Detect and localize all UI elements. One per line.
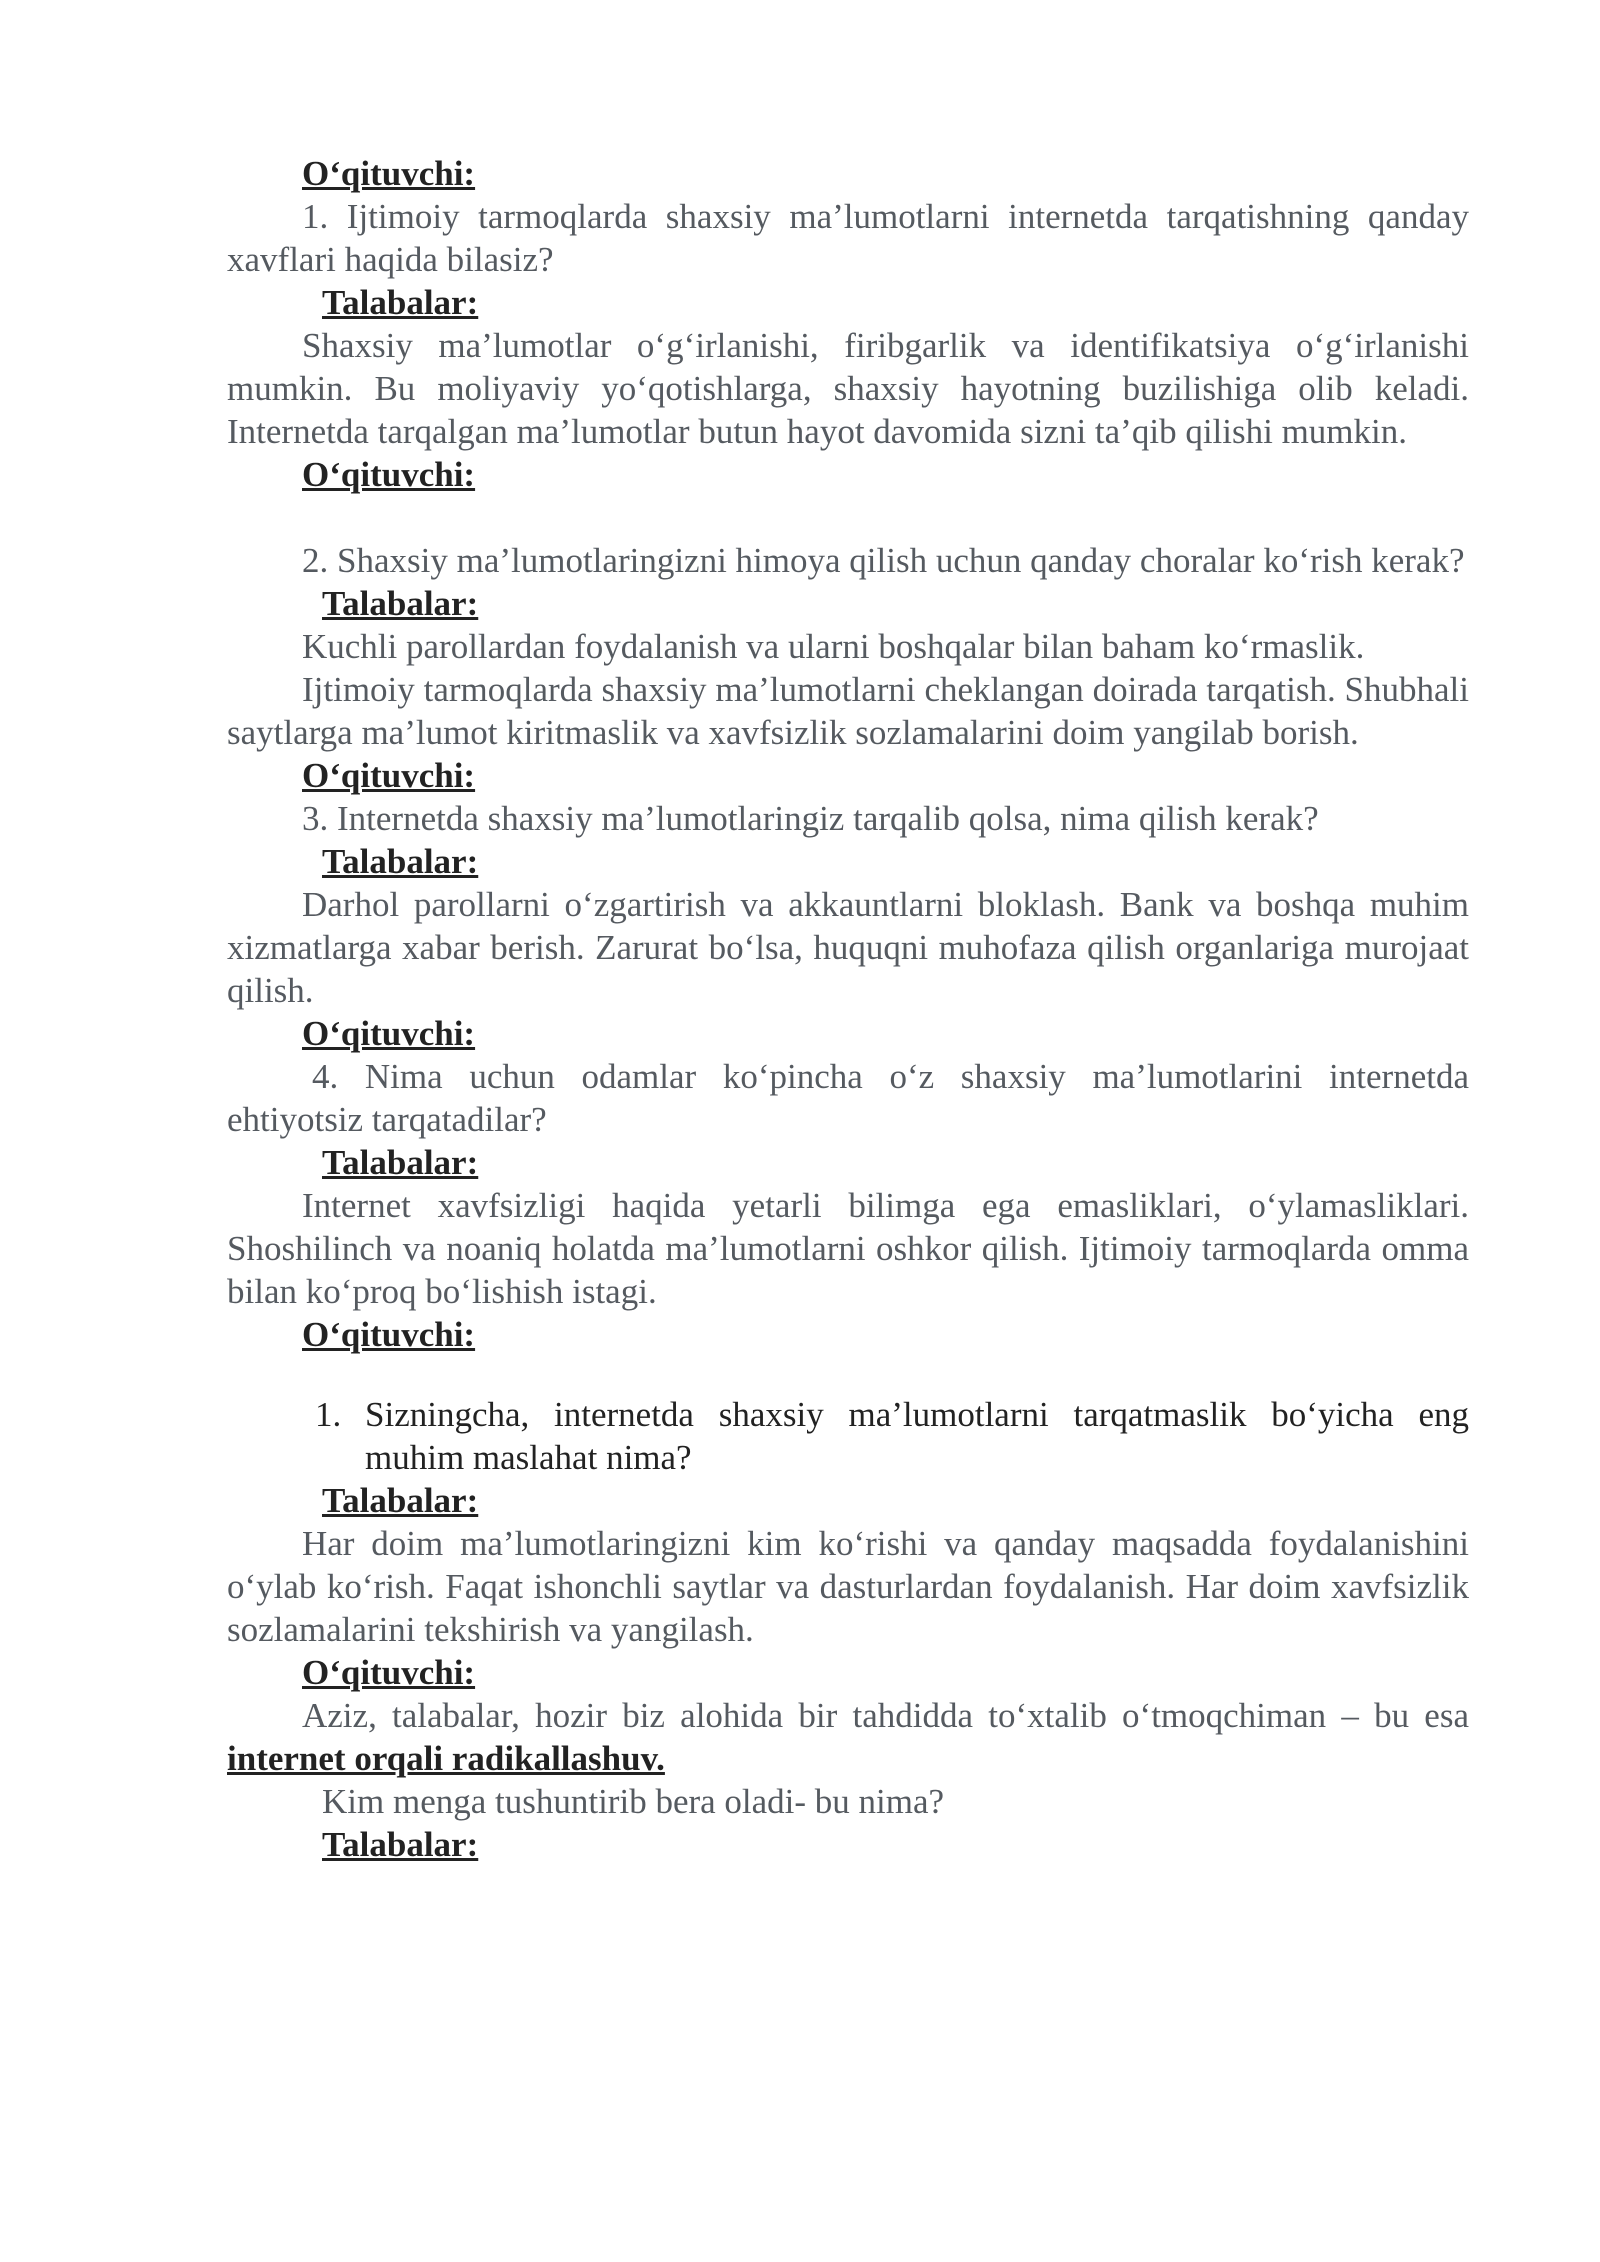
students-heading: Talabalar: [322,283,479,322]
closing-paragraph [227,1694,1469,1780]
answer-2-line-2: Ijtimoiy tarmoqlarda shaxsiy ma’lumotlarni cheklangan doirada tarqatish. Shubhali saytlarga ma’lumot kiritmaslik va xavfsizlik sozlamalarini doim yangilab borish. [227,670,1469,752]
question-2: 2. Shaxsiy ma’lumotlaringizni himoya qilish uchun qanday choralar ko‘rish kerak? [302,541,1465,580]
students-heading: Talabalar: [322,1825,479,1864]
list-item [227,1393,1469,1479]
teacher-heading: O‘qituvchi: [302,1653,476,1692]
teacher-heading: O‘qituvchi: [302,1315,476,1354]
answer-2-line-1: Kuchli parollardan foydalanish va ularni boshqalar bilan baham ko‘rmaslik. [302,627,1365,666]
answer-1: Shaxsiy ma’lumotlar o‘g‘irlanishi, firibgarlik va identifikatsiya o‘g‘irlanishi mumkin. Bu moliyaviy yo‘qotishlarga, shaxsiy hayotning buzilishiga olib keladi. Internetda tarqalgan ma’lumotlar butun hayot davomida sizni ta’qib qilishi mumkin. [227,326,1469,451]
answer-4: Internet xavfsizligi haqida yetarli bilimga ega emasliklari, o‘ylamasliklari. Shoshilinch va noaniq holatda ma’lumotlarni oshkor qilish. Ijtimoiy tarmoqlarda omma bilan ko‘proq bo‘lishish istagi. [227,1186,1469,1311]
blank-line [227,1356,1469,1393]
teacher-heading: O‘qituvchi: [302,756,476,795]
question-3: 3. Internetda shaxsiy ma’lumotlaringiz tarqalib qolsa, nima qilish kerak? [302,799,1319,838]
blank-line [227,496,1469,539]
students-heading: Talabalar: [322,842,479,881]
students-heading: Talabalar: [322,584,479,623]
closing-question: Kim menga tushuntirib bera oladi- bu nima? [322,1782,945,1821]
closing-intro: Aziz, talabalar, hozir biz alohida bir tahdidda to‘xtalib o‘tmoqchiman – bu esa [302,1696,1469,1735]
question-1: 1. Ijtimoiy tarmoqlarda shaxsiy ma’lumotlarni internetda tarqatishning qanday xavflari haqida bilasiz? [227,197,1469,279]
teacher-heading: O‘qituvchi: [302,154,476,193]
question-5: Sizningcha, internetda shaxsiy ma’lumotlarni tarqatmaslik bo‘yicha eng muhim maslahat nima? [365,1395,1469,1477]
teacher-heading: O‘qituvchi: [302,1014,476,1053]
students-heading: Talabalar: [322,1143,479,1182]
document-body [227,152,1469,1866]
numbered-list [227,1393,1469,1479]
students-heading: Talabalar: [322,1481,479,1520]
answer-3: Darhol parollarni o‘zgartirish va akkauntlarni bloklash. Bank va boshqa muhim xizmatlarga xabar berish. Zarurat bo‘lsa, huquqni muhofaza qilish organlariga murojaat qilish. [227,885,1469,1010]
closing-topic: internet orqali radikallashuv. [227,1739,665,1778]
question-4: 4. Nima uchun odamlar ko‘pincha o‘z shaxsiy ma’lumotlarini internetda ehtiyotsiz tarqatadilar? [227,1057,1469,1139]
teacher-heading: O‘qituvchi: [302,455,476,494]
answer-5: Har doim ma’lumotlaringizni kim ko‘rishi va qanday maqsadda foydalanishini o‘ylab ko‘rish. Faqat ishonchli saytlar va dasturlardan foydalanish. Har doim xavfsizlik sozlamalarini tekshirish va yangilash. [227,1524,1469,1649]
list-item-number: 1. [315,1395,342,1434]
